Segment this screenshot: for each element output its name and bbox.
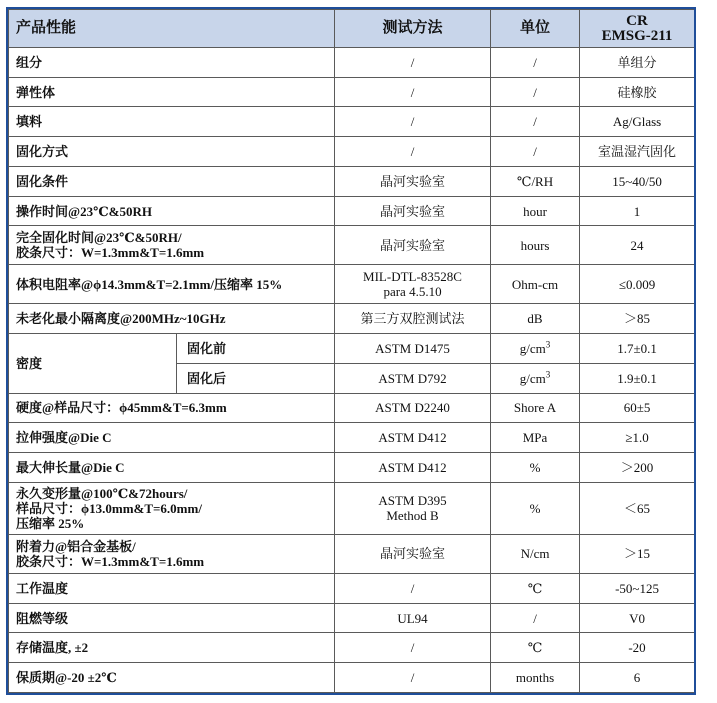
property-cell <box>9 535 335 574</box>
value-cell: ≥1.0 <box>580 423 695 453</box>
value-cell: 1 <box>580 196 695 226</box>
unit-cell: Ohm-cm <box>491 265 580 304</box>
table-row <box>9 107 695 137</box>
value-cell: 室温湿汽固化 <box>580 137 695 167</box>
method-line: Method B <box>386 508 439 524</box>
unit-superscript: 3 <box>545 339 551 350</box>
property-cell: 操作时间@23℃&50RH <box>9 196 335 226</box>
property-cell: 固化方式 <box>9 137 335 167</box>
value-cell: ＞85 <box>580 304 695 334</box>
header-unit: 单位 <box>491 10 580 48</box>
value-cell: 1.9±0.1 <box>580 363 695 393</box>
unit-cell: / <box>491 48 580 78</box>
property-cell: 阻燃等级 <box>9 603 335 633</box>
table-row <box>9 482 695 534</box>
method-cell: / <box>335 633 491 663</box>
table-row <box>9 48 695 78</box>
property-cell: 弹性体 <box>9 77 335 107</box>
density-property-cell: 密度 <box>9 334 177 393</box>
property-cell: 最大伸长量@Die C <box>9 452 335 482</box>
value-cell: -50~125 <box>580 573 695 603</box>
method-cell: / <box>335 573 491 603</box>
property-line: 完全固化时间@23℃&50RH/ <box>16 230 182 246</box>
method-cell: 晶河实验室 <box>335 196 491 226</box>
table-row <box>9 166 695 196</box>
unit-cell: months <box>491 663 580 693</box>
value-cell: ＞200 <box>580 452 695 482</box>
value-cell: 1.7±0.1 <box>580 334 695 364</box>
value-cell: ≤0.009 <box>580 265 695 304</box>
table-row <box>9 423 695 453</box>
table-row <box>9 334 695 364</box>
method-cell <box>335 482 491 534</box>
header-value-line1: CR <box>626 12 648 29</box>
table-row <box>9 452 695 482</box>
density-after-label: 固化后 <box>177 363 335 393</box>
unit-cell <box>491 363 580 393</box>
unit-cell: / <box>491 137 580 167</box>
table-row <box>9 265 695 304</box>
unit-cell: Shore A <box>491 393 580 423</box>
property-cell: 存储温度, ±2 <box>9 633 335 663</box>
unit-cell: / <box>491 77 580 107</box>
method-cell: ASTM D792 <box>335 363 491 393</box>
unit-cell: hours <box>491 226 580 265</box>
property-cell: 硬度@样品尺寸：ϕ45mm&T=6.3mm <box>9 393 335 423</box>
unit-cell: / <box>491 107 580 137</box>
method-line: MIL-DTL-83528C <box>363 269 462 285</box>
table-row <box>9 535 695 574</box>
method-line: ASTM D395 <box>378 493 447 509</box>
unit-cell: N/cm <box>491 535 580 574</box>
spec-table-frame <box>6 7 696 695</box>
table-row <box>9 196 695 226</box>
unit-cell: ℃ <box>491 633 580 663</box>
property-cell: 填料 <box>9 107 335 137</box>
unit-cell: % <box>491 452 580 482</box>
value-cell: 单组分 <box>580 48 695 78</box>
value-cell: -20 <box>580 633 695 663</box>
header-method: 测试方法 <box>335 10 491 48</box>
property-cell <box>9 226 335 265</box>
value-cell: 15~40/50 <box>580 166 695 196</box>
method-cell: ASTM D1475 <box>335 334 491 364</box>
property-line: 压缩率 25% <box>16 515 85 531</box>
property-line: 样品尺寸：ϕ13.0mm&T=6.0mm/ <box>16 500 202 516</box>
method-cell: / <box>335 48 491 78</box>
header-value <box>580 10 695 48</box>
property-line: 附着力@铝合金基板/ <box>16 538 136 554</box>
table-row <box>9 603 695 633</box>
property-line: 胶条尺寸：W=1.3mm&T=1.6mm <box>16 553 205 569</box>
value-cell: 60±5 <box>580 393 695 423</box>
spec-table <box>8 9 695 693</box>
table-row <box>9 393 695 423</box>
header-property: 产品性能 <box>9 10 335 48</box>
table-row <box>9 663 695 693</box>
table-row <box>9 633 695 663</box>
property-line: 永久变形量@100℃&72hours/ <box>16 485 188 501</box>
unit-cell: dB <box>491 304 580 334</box>
method-cell: / <box>335 77 491 107</box>
table-row <box>9 304 695 334</box>
method-cell <box>335 265 491 304</box>
property-cell: 未老化最小隔离度@200MHz~10GHz <box>9 304 335 334</box>
value-cell: 6 <box>580 663 695 693</box>
method-cell: UL94 <box>335 603 491 633</box>
value-cell: 硅橡胶 <box>580 77 695 107</box>
unit-cell: / <box>491 603 580 633</box>
header-value-line2: EMSG-211 <box>601 27 673 44</box>
unit-cell: % <box>491 482 580 534</box>
value-cell: 24 <box>580 226 695 265</box>
property-cell: 体积电阻率@ϕ14.3mm&T=2.1mm/压缩率 15% <box>9 265 335 304</box>
table-row <box>9 77 695 107</box>
unit-cell: hour <box>491 196 580 226</box>
property-cell <box>9 482 335 534</box>
unit-base: g/cm <box>519 370 546 386</box>
unit-superscript: 3 <box>545 369 551 380</box>
method-cell: 第三方双腔测试法 <box>335 304 491 334</box>
table-row <box>9 137 695 167</box>
table-row <box>9 573 695 603</box>
property-cell: 组分 <box>9 48 335 78</box>
unit-cell: MPa <box>491 423 580 453</box>
method-cell: ASTM D412 <box>335 452 491 482</box>
table-row <box>9 226 695 265</box>
method-cell: / <box>335 107 491 137</box>
property-cell: 工作温度 <box>9 573 335 603</box>
header-row <box>9 10 695 48</box>
method-cell: / <box>335 137 491 167</box>
property-cell: 拉伸强度@Die C <box>9 423 335 453</box>
method-cell: 晶河实验室 <box>335 166 491 196</box>
value-cell: Ag/Glass <box>580 107 695 137</box>
value-cell: ＜65 <box>580 482 695 534</box>
property-cell: 保质期@-20 ±2℃ <box>9 663 335 693</box>
density-before-label: 固化前 <box>177 334 335 364</box>
unit-cell: ℃ <box>491 573 580 603</box>
method-cell: 晶河实验室 <box>335 535 491 574</box>
property-cell: 固化条件 <box>9 166 335 196</box>
method-cell: 晶河实验室 <box>335 226 491 265</box>
unit-base: g/cm <box>519 340 546 356</box>
method-cell: ASTM D412 <box>335 423 491 453</box>
method-cell: / <box>335 663 491 693</box>
unit-cell: ℃/RH <box>491 166 580 196</box>
value-cell: V0 <box>580 603 695 633</box>
unit-cell <box>491 334 580 364</box>
property-line: 胶条尺寸：W=1.3mm&T=1.6mm <box>16 245 205 261</box>
method-cell: ASTM D2240 <box>335 393 491 423</box>
method-line: para 4.5.10 <box>383 284 442 300</box>
value-cell: ＞15 <box>580 535 695 574</box>
